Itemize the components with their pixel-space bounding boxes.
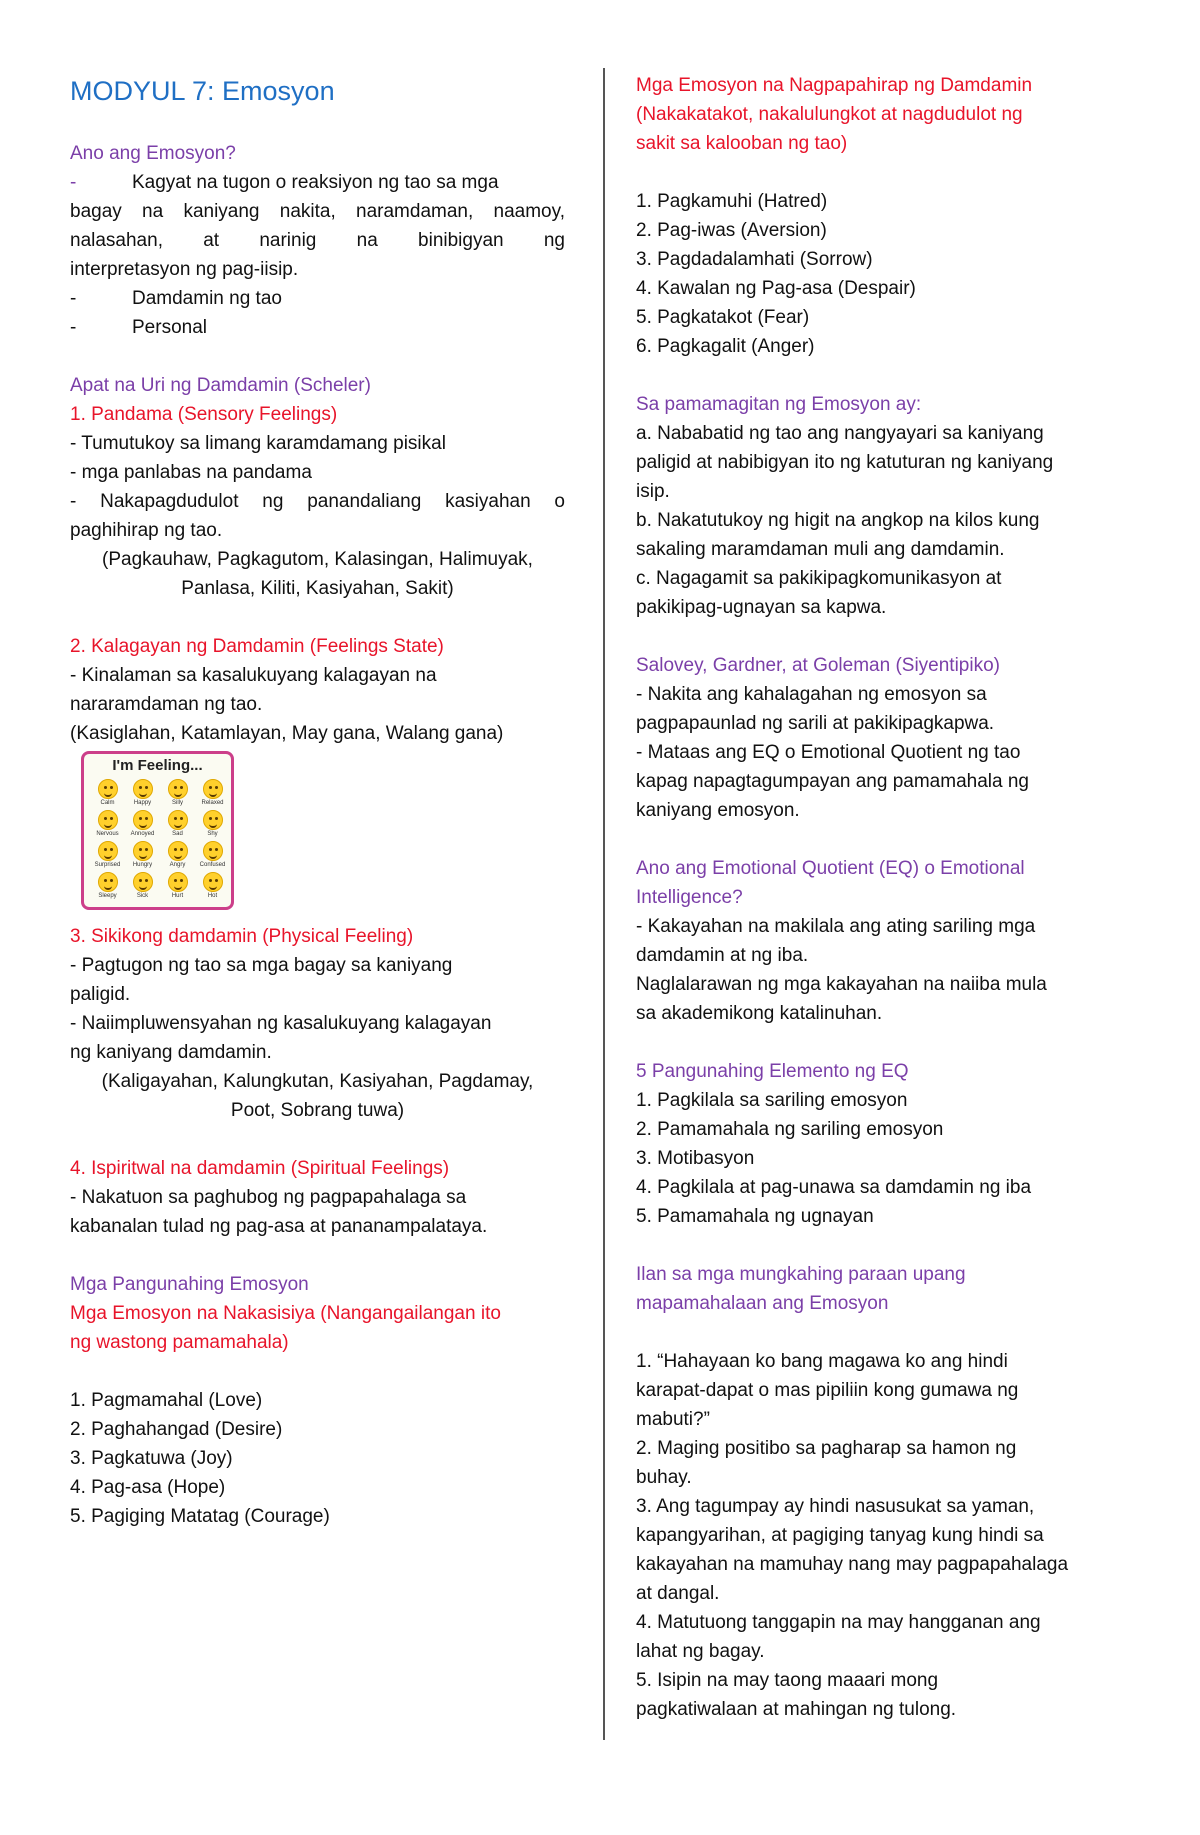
emotion-face-cell	[125, 810, 160, 839]
emotion-label: Hot	[207, 893, 218, 899]
type-3-line: - Naiimpluwensyahan ng kasalukuyang kalagayan	[70, 1013, 492, 1034]
type-1-line: - mga panlabas na pandama	[70, 462, 312, 483]
definition-line: bagay na kaniyang nakita, naramdaman, naamoy,	[70, 201, 565, 222]
emotion-face-cell	[195, 779, 230, 808]
through-emotion-line: pakikipag-ugnayan sa kapwa.	[636, 597, 887, 618]
emotion-face-cell	[195, 810, 230, 839]
feelings-grid	[90, 779, 230, 901]
emotion-face-cell	[160, 841, 195, 870]
list-item: 5. Pagkatakot (Fear)	[636, 307, 810, 328]
list-item: 5. Pagiging Matatag (Courage)	[70, 1506, 330, 1527]
emoji-face-icon	[203, 810, 223, 830]
eq-line: sa akademikong katalinuhan.	[636, 1003, 883, 1024]
ways-line: mabuti?”	[636, 1409, 710, 1430]
type-2-line: nararamdaman ng tao.	[70, 694, 263, 715]
column-divider	[603, 68, 605, 1740]
ways-line: 1. “Hahayaan ko bang magawa ko ang hindi	[636, 1351, 1008, 1372]
bullet-dash: -	[70, 317, 77, 338]
list-item: 3. Pagdadalamhati (Sorrow)	[636, 249, 873, 270]
scientists-line: - Mataas ang EQ o Emotional Quotient ng tao	[636, 742, 1021, 763]
ways-line: 4. Matutuong tanggapin na may hangganan ang	[636, 1612, 1041, 1633]
emotion-label: Angry	[169, 862, 186, 868]
emotion-face-cell	[125, 841, 160, 870]
emotion-face-cell	[90, 841, 125, 870]
emoji-face-icon	[168, 872, 188, 892]
emotion-face-cell	[125, 779, 160, 808]
emotion-label: Shy	[207, 831, 218, 837]
scientists-heading: Salovey, Gardner, at Goleman (Siyentipiko)	[636, 655, 1000, 676]
ways-line: lahat ng bagay.	[636, 1641, 765, 1662]
ways-line: pagkatiwalaan at mahingan ng tulong.	[636, 1699, 957, 1720]
emoji-face-icon	[133, 810, 153, 830]
list-item: 2. Pamamahala ng sariling emosyon	[636, 1119, 944, 1140]
emoji-face-icon	[168, 841, 188, 861]
ways-line: kapangyarihan, at pagiging tanyag kung hindi sa	[636, 1525, 1044, 1546]
emotion-face-cell	[195, 872, 230, 901]
negative-emotions-heading: (Nakakatakot, nakalulungkot at nagdudulot ng	[636, 104, 1023, 125]
type-3-examples: (Kaligayahan, Kalungkutan, Kasiyahan, Pagdamay,	[101, 1071, 534, 1092]
bullet-dash: -	[70, 288, 77, 309]
emoji-face-icon	[203, 841, 223, 861]
emotion-label: Surprised	[94, 862, 121, 868]
definition-dash: -	[70, 172, 77, 193]
emotion-label: Calm	[100, 800, 115, 806]
list-item: 1. Pagkamuhi (Hatred)	[636, 191, 828, 212]
type-3-line: paligid.	[70, 984, 131, 1005]
emotion-face-cell	[90, 779, 125, 808]
type-2-heading: 2. Kalagayan ng Damdamin (Feelings State)	[70, 636, 444, 657]
negative-emotions-heading: Mga Emosyon na Nagpapahirap ng Damdamin	[636, 75, 1033, 96]
type-3-line: - Pagtugon ng tao sa mga bagay sa kaniyang	[70, 955, 453, 976]
emotion-face-cell	[125, 872, 160, 901]
eq-line: Naglalarawan ng mga kakayahan na naiiba mula	[636, 974, 1047, 995]
emotion-label: Hungry	[132, 862, 153, 868]
bullet-item	[70, 287, 282, 311]
emotion-label: Annoyed	[130, 831, 155, 837]
emoji-face-icon	[133, 841, 153, 861]
type-3-examples: Poot, Sobrang tuwa)	[230, 1100, 405, 1121]
emoji-face-icon	[98, 810, 118, 830]
emoji-face-icon	[98, 872, 118, 892]
through-emotion-line: sakaling maramdaman muli ang damdamin.	[636, 539, 1005, 560]
type-1-heading: 1. Pandama (Sensory Feelings)	[70, 404, 338, 425]
emotion-face-cell	[160, 872, 195, 901]
type-1-examples: Panlasa, Kiliti, Kasiyahan, Sakit)	[181, 578, 454, 599]
type-4-line: - Nakatuon sa paghubog ng pagpapahalaga sa	[70, 1187, 467, 1208]
emotion-face-cell	[160, 779, 195, 808]
emotion-label: Hurt	[171, 893, 184, 899]
ways-line: 5. Isipin na may taong maaari mong	[636, 1670, 939, 1691]
emoji-face-icon	[98, 841, 118, 861]
positive-emotions-heading: Mga Emosyon na Nakasisiya (Nangangailangan ito	[70, 1303, 501, 1324]
eq-heading: Ano ang Emotional Quotient (EQ) o Emotional	[636, 858, 1025, 879]
emotion-face-cell	[90, 872, 125, 901]
positive-emotions-heading: ng wastong pamamahala)	[70, 1332, 289, 1353]
emoji-face-icon	[133, 872, 153, 892]
list-item: 3. Pagkatuwa (Joy)	[70, 1448, 233, 1469]
emoji-face-icon	[98, 779, 118, 799]
what-is-emotion-heading: Ano ang Emosyon?	[70, 143, 236, 164]
definition-line	[70, 171, 499, 195]
list-item: 4. Pag-asa (Hope)	[70, 1477, 226, 1498]
type-3-heading: 3. Sikikong damdamin (Physical Feeling)	[70, 926, 414, 947]
type-2-line: - Kinalaman sa kasalukuyang kalagayan na	[70, 665, 437, 686]
ways-line: 3. Ang tagumpay ay hindi nasusukat sa yaman,	[636, 1496, 1035, 1517]
type-1-line: - Tumutukoy sa limang karamdamang pisikal	[70, 433, 446, 454]
page-title: MODYUL 7: Emosyon	[70, 76, 335, 106]
emoji-face-icon	[203, 779, 223, 799]
bullet-text: Personal	[132, 317, 207, 338]
list-item: 4. Pagkilala at pag-unawa sa damdamin ng iba	[636, 1177, 1032, 1198]
type-4-line: kabanalan tulad ng pag-asa at pananampalataya.	[70, 1216, 488, 1237]
emotion-face-cell	[195, 841, 230, 870]
emotion-face-cell	[160, 810, 195, 839]
through-emotion-line: paligid at nabibigyan ito ng katuturan ng kaniyang	[636, 452, 1054, 473]
list-item: 3. Motibasyon	[636, 1148, 755, 1169]
through-emotion-line: c. Nagagamit sa pakikipagkomunikasyon at	[636, 568, 1002, 589]
feelings-chart-header: I'm Feeling...	[112, 757, 203, 774]
emotion-label: Sick	[136, 893, 149, 899]
bullet-item	[70, 316, 207, 340]
eq-elements-heading: 5 Pangunahing Elemento ng EQ	[636, 1061, 909, 1082]
feeling-types-heading: Apat na Uri ng Damdamin (Scheler)	[70, 375, 371, 396]
eq-heading: Intelligence?	[636, 887, 743, 908]
definition-line: interpretasyon ng pag-iisip.	[70, 259, 299, 280]
eq-line: - Kakayahan na makilala ang ating sariling mga	[636, 916, 1036, 937]
type-1-line: paghihirap ng tao.	[70, 520, 223, 541]
emoji-face-icon	[168, 779, 188, 799]
list-item: 1. Pagkilala sa sariling emosyon	[636, 1090, 908, 1111]
definition-text: Kagyat na tugon o reaksiyon ng tao sa mga	[132, 172, 499, 193]
list-item: 2. Pag-iwas (Aversion)	[636, 220, 827, 241]
list-item: 6. Pagkagalit (Anger)	[636, 336, 815, 357]
ways-heading: Ilan sa mga mungkahing paraan upang	[636, 1264, 966, 1285]
ways-heading: mapamahalaan ang Emosyon	[636, 1293, 889, 1314]
eq-line: damdamin at ng iba.	[636, 945, 809, 966]
scientists-line: kaniyang emosyon.	[636, 800, 800, 821]
type-1-line: - Nakapagdudulot ng panandaliang kasiyahan o	[70, 491, 565, 512]
scientists-line: pagpapaunlad ng sarili at pakikipagkapwa.	[636, 713, 995, 734]
ways-line: at dangal.	[636, 1583, 720, 1604]
ways-line: karapat-dapat o mas pipiliin kong gumawa ng	[636, 1380, 1019, 1401]
type-1-examples: (Pagkauhaw, Pagkagutom, Kalasingan, Halimuyak,	[102, 549, 533, 570]
list-item: 2. Paghahangad (Desire)	[70, 1419, 283, 1440]
list-item: 1. Pagmamahal (Love)	[70, 1390, 263, 1411]
scientists-line: kapag napagtagumpayan ang pamamahala ng	[636, 771, 1029, 792]
through-emotion-line: isip.	[636, 481, 670, 502]
definition-line: nalasahan, at narinig na binibigyan ng	[70, 230, 565, 251]
type-4-heading: 4. Ispiritwal na damdamin (Spiritual Feelings)	[70, 1158, 450, 1179]
emotion-label: Sleepy	[98, 893, 117, 899]
negative-emotions-heading: sakit sa kalooban ng tao)	[636, 133, 848, 154]
ways-line: 2. Maging positibo sa pagharap sa hamon ng	[636, 1438, 1017, 1459]
emotion-label: Confused	[199, 862, 226, 868]
type-3-line: ng kaniyang damdamin.	[70, 1042, 272, 1063]
list-item: 5. Pamamahala ng ugnayan	[636, 1206, 874, 1227]
ways-line: kakayahan na mamuhay nang may pagpapahalaga	[636, 1554, 1069, 1575]
bullet-text: Damdamin ng tao	[132, 288, 282, 309]
emotion-label: Happy	[133, 800, 152, 806]
emoji-face-icon	[133, 779, 153, 799]
ways-line: buhay.	[636, 1467, 692, 1488]
emotion-label: Sad	[172, 831, 183, 837]
through-emotion-line: b. Nakatutukoy ng higit na angkop na kilos kung	[636, 510, 1040, 531]
through-emotion-heading: Sa pamamagitan ng Emosyon ay:	[636, 394, 922, 415]
emotion-label: Nervous	[96, 831, 119, 837]
emoji-face-icon	[203, 872, 223, 892]
through-emotion-line: a. Nababatid ng tao ang nangyayari sa kaniyang	[636, 423, 1044, 444]
emotion-face-cell	[90, 810, 125, 839]
feelings-chart-image	[81, 751, 234, 910]
emotion-label: Silly	[171, 800, 183, 806]
type-2-examples: (Kasiglahan, Katamlayan, May gana, Walang gana)	[70, 723, 504, 744]
main-emotions-heading: Mga Pangunahing Emosyon	[70, 1274, 309, 1295]
list-item: 4. Kawalan ng Pag-asa (Despair)	[636, 278, 916, 299]
scientists-line: - Nakita ang kahalagahan ng emosyon sa	[636, 684, 987, 705]
emoji-face-icon	[168, 810, 188, 830]
emotion-label: Relaxed	[201, 800, 224, 806]
